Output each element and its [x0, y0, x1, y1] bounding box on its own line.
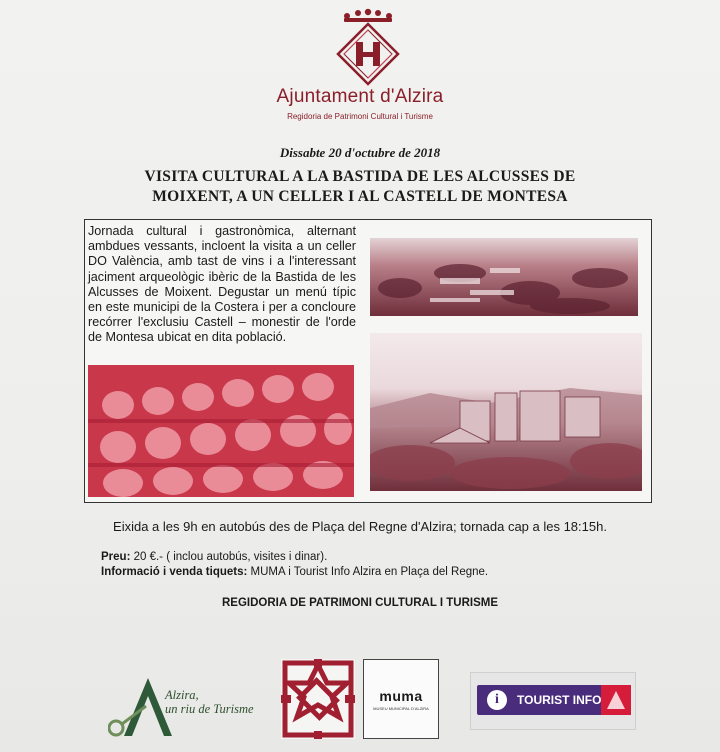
city-coat-of-arms-icon [333, 8, 403, 88]
wine-cellar-barrels-photo [88, 365, 354, 497]
alzira-line-1: Alzira, [165, 688, 199, 702]
departure-info: Eixida a les 9h en autobús des de Plaça del Regne d'Alzira; tornada cap a les 18:15h. [113, 519, 607, 534]
organization-title: Ajuntament d'Alzira [276, 86, 444, 107]
organizer-name: REGIDORIA DE PATRIMONI CULTURAL I TURISME [222, 597, 498, 609]
archaeological-site-photo [370, 238, 638, 316]
event-date: Dissabte 20 d'octubre de 2018 [279, 145, 441, 160]
ticket-info-label: Informació i venda tiquets: [101, 566, 248, 578]
muma-subtitle: MUSEU MUNICIPAL D'ALZIRA [373, 706, 429, 711]
event-title-line-1: VISITA CULTURAL A LA BASTIDA DE LES ALCUSSES DE [144, 168, 576, 185]
ticket-info-value: MUMA i Tourist Info Alzira en Plaça del Regne. [247, 566, 489, 578]
price-value: 20 €.- ( inclou autobús, visites i dinar). [130, 551, 328, 563]
geometric-star-pattern-icon [281, 659, 355, 739]
muma-museum-logo [363, 659, 439, 739]
muma-wordmark: muma [379, 688, 423, 704]
tourist-info-logo [470, 672, 636, 730]
event-description: Jornada cultural i gastronòmica, alternant ambdues vessants, incloent la visita a un celler DO València, amb tast de vins i a l'interessant jaciment arqueològic ibèric de la Bastida de les Alcusses de Moixent. Degustar un menú típic en este municipi de la Costera i per a concloure recórrer l'exclusiu Castell – monestir de l'orde de Montesa ubicat en dita població. [88, 224, 356, 345]
alzira-line-2: un riu de Turisme [165, 702, 254, 716]
tourist-flame-icon [601, 685, 631, 715]
price-label: Preu: [101, 551, 131, 563]
info-icon: i [487, 690, 507, 710]
event-title-line-2: MOIXENT, A UN CELLER I AL CASTELL DE MONTESA [152, 188, 568, 205]
tourist-info-label: TOURIST INFO [517, 693, 602, 707]
alzira-tourism-text [165, 688, 254, 716]
event-title [60, 167, 660, 207]
tourist-info-badge [477, 685, 603, 715]
ticket-info-line [101, 566, 488, 578]
department-subtitle: Regidoria de Patrimoni Cultural i Turisme [287, 112, 433, 121]
montesa-castle-photo [370, 333, 642, 491]
price-line [101, 551, 327, 563]
